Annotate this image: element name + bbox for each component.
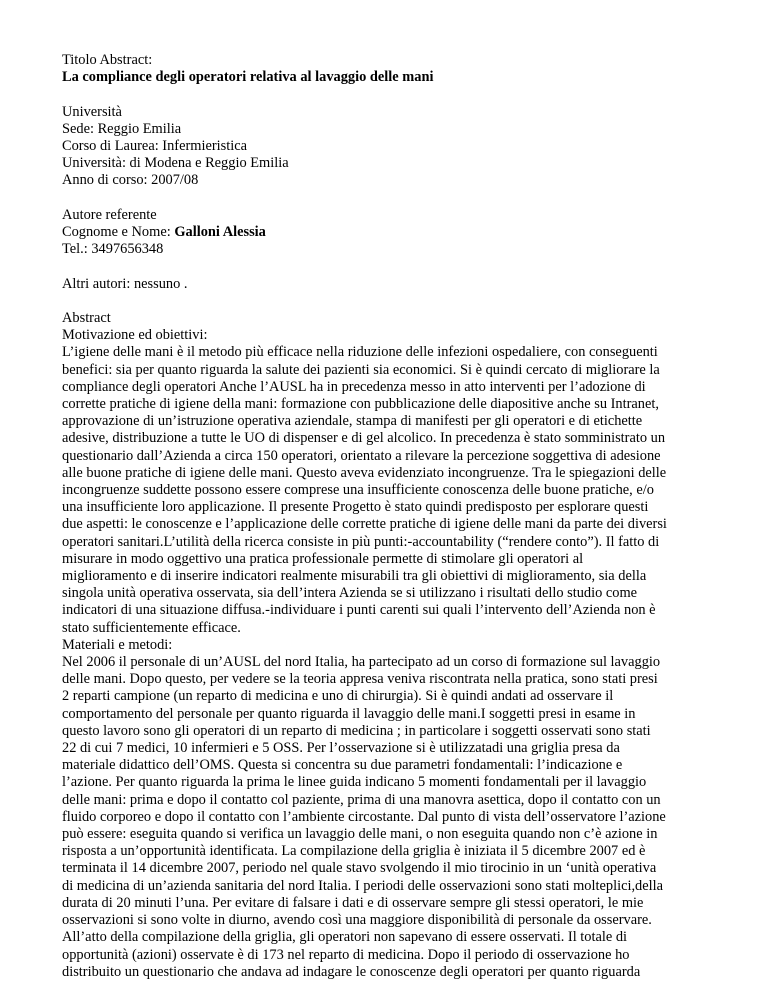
paragraph-line: Nel 2006 il personale di un’AUSL del nord Italia, ha partecipato ad un corso di formazione sul lavaggio: [62, 654, 661, 671]
paragraph-line: due aspetti: le conoscenze e l’applicazione delle corrette pratiche di igiene delle mani da parte dei diversi: [62, 516, 667, 533]
title-label: Titolo Abstract:: [62, 52, 153, 68]
paragraph-line: corrette pratiche di igiene della mani: formazione con pubblicazione delle diapositive anche su Intranet,: [62, 396, 659, 412]
paragraph-line: una insufficiente loro applicazione. Il presente Progetto è stato quindi predisposto per esplorare questi: [62, 499, 649, 516]
paragraph-line: benefici: sia per quanto riguarda la salute dei pazienti sia economici. Si è quindi cercato di migliorare la: [62, 361, 660, 378]
author-tel: Tel.: 3497656348: [62, 241, 164, 258]
materiali-heading: Materiali e metodi:: [62, 636, 173, 653]
paragraph-line: fluido corporeo e dopo il contatto con l’ambiente circostante. Dal punto di vista dell’osservatore l’azione: [62, 808, 666, 825]
document-title: [62, 69, 728, 86]
paragraph-line: materiale didattico dell’OMS. Questa si concentra su due parametri fondamentali: l’indicazione e: [62, 757, 623, 774]
paragraph-line: può essere: eseguita quando si verifica un lavaggio delle mani, o non eseguita quando non c’è azione in: [62, 826, 658, 843]
paragraph-line: 2 reparti campione (un reparto di medicina e uno di chirurgia). Si è quindi andati ad osservare il: [62, 688, 614, 705]
motivazione-paragraph: [62, 344, 728, 636]
paragraph-line: distribuito un questionario che andava ad indagare le conoscenze degli operatori per quanto riguarda: [62, 963, 641, 980]
document-title-text: La compliance degli operatori relativa al lavaggio delle mani: [62, 69, 434, 86]
paragraph-line: l’azione. Per quanto riguarda la prima le linee guida indicano 5 momenti fondamentali per il lavaggio: [62, 774, 647, 791]
university-anno: Anno di corso: 2007/08: [62, 172, 199, 189]
paragraph-line: indicatori di una situazione diffusa.-individuare i punti carenti sui quali l’intervento dell’Azienda non è: [62, 602, 656, 619]
paragraph-line: questionario dall’Azienda a circa 150 operatori, orientato a rilevare la percezione soggettiva di adesione: [62, 447, 661, 464]
paragraph-line: terminata il 14 dicembre 2007, periodo nel quale stavo svolgendo il mio tirocinio in un ‘unità operativa: [62, 860, 657, 877]
paragraph-line: operatori sanitari.L’utilità della ricerca consiste in più punti:-accountability (“rendere conto”). Il fatto di: [62, 533, 660, 550]
spacer: [62, 86, 728, 103]
paragraph-line: durata di 20 minuti l’una. Per evitare di falsare i dati e di osservare sempre gli stessi operatori, le mie: [62, 894, 644, 911]
university-corso: Corso di Laurea: Infermieristica: [62, 138, 248, 154]
paragraph-line: comportamento del personale per quanto riguarda il lavaggio delle mani.I soggetti presi in esame in: [62, 705, 636, 722]
paragraph-line: All’atto della compilazione della griglia, gli operatori non sapevano di essere osservati. Il totale di: [62, 929, 628, 946]
spacer: [62, 258, 728, 275]
author-section: [62, 207, 728, 259]
paragraph-line: compliance degli operatori Anche l’AUSL ha in precedenza messo in atto interventi per l’adozione di: [62, 378, 646, 395]
author-heading: Autore referente: [62, 206, 157, 223]
author-name-label: Cognome e Nome:: [62, 224, 175, 240]
paragraph-line: alle buone pratiche di igiene delle mani. Questo aveva evidenziato incongruenze. Tra le spiegazioni delle: [62, 464, 667, 481]
paragraph-line: approvazione di un’istruzione operativa aziendale, stampa di manifesti per gli operatori e di etichette: [62, 413, 643, 430]
university-sede: Sede: Reggio Emilia: [62, 120, 182, 137]
materiali-paragraph: [62, 654, 728, 981]
document-page: [62, 52, 728, 981]
paragraph-line: adesive, distribuzione a tutte le UO di dispenser e di gel alcolico. In precedenza è stato somministrato un: [62, 430, 666, 447]
author-name-line: [62, 224, 728, 241]
author-name: Galloni Alessia: [174, 224, 266, 240]
paragraph-line: L’igiene delle mani è il metodo più efficace nella riduzione delle infezioni ospedaliere, con conseguenti: [62, 344, 658, 361]
spacer: [62, 293, 728, 310]
university-name: Università: di Modena e Reggio Emilia: [62, 155, 289, 172]
motivazione-heading: Motivazione ed obiettivi:: [62, 327, 208, 344]
paragraph-line: opportunità (azioni) osservate è di 173 nel reparto di medicina. Dopo il periodo di osservazione ho: [62, 946, 630, 963]
university-section: [62, 104, 728, 190]
paragraph-line: misurare in modo oggettivo una pratica professionale permette di stimolare gli operatori al: [62, 550, 584, 567]
paragraph-line: 22 di cui 7 medici, 10 infermieri e 5 OSS. Per l’osservazione si è utilizzatadi una griglia presa da: [62, 740, 620, 757]
other-authors: Altri autori: nessuno .: [62, 275, 188, 292]
paragraph-line: delle mani. Dopo questo, per vedere se la teoria appresa veniva riscontrata nella pratica, sono stati presi: [62, 671, 658, 688]
paragraph-line: osservazioni si sono volte in diurno, avendo così una maggiore disponibilità di personale da osservare.: [62, 912, 652, 929]
abstract-section: [62, 310, 728, 981]
paragraph-line: delle mani: prima e dopo il contatto col paziente, prima di una manovra asettica, dopo il contatto con un: [62, 791, 661, 808]
paragraph-line: risposta a un’opportunità identificata. La compilazione della griglia è iniziata il 5 dicembre 2007 ed è: [62, 843, 646, 860]
paragraph-line: singola unità operativa osservata, sia dell’intera Azienda se si utilizzano i risultati dello studio come: [62, 585, 638, 602]
paragraph-line: di medicina di un’azienda sanitaria del nord Italia. I periodi delle osservazioni sono stati molteplici,della: [62, 877, 664, 894]
paragraph-line: questo lavoro sono gli operatori di un reparto di medicina ; in particolare i soggetti osservati sono stati: [62, 722, 651, 739]
paragraph-line: stato sufficientemente efficace.: [62, 619, 241, 636]
abstract-heading: Abstract: [62, 309, 111, 326]
paragraph-line: incongruenze suddette possono essere comprese una insufficiente conoscenza delle buone pratiche, e/o: [62, 482, 654, 499]
paragraph-line: miglioramento e di inserire indicatori realmente misurabili tra gli obiettivi di miglioramento, sia della: [62, 568, 647, 585]
spacer: [62, 190, 728, 207]
university-heading: Università: [62, 103, 122, 120]
